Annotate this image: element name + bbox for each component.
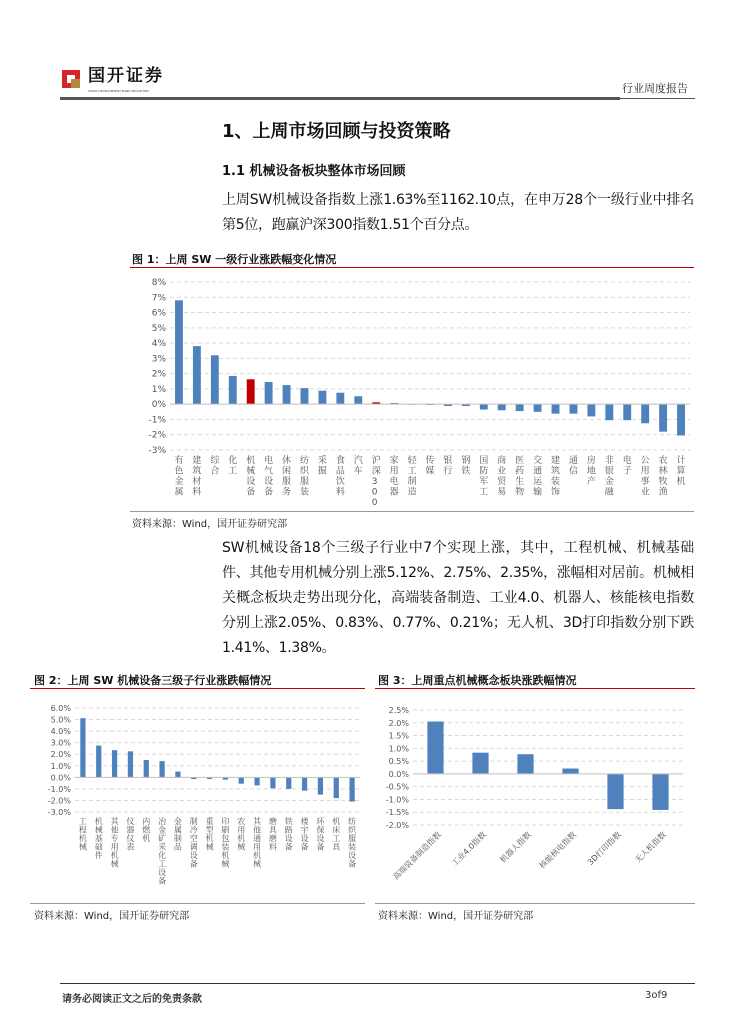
x-tick-label: 国防军工 [479,456,489,498]
x-tick-label: 重型机械 [205,817,214,852]
bar [336,393,344,404]
logo-text: 国开证券 [88,66,164,86]
x-tick-label: 工程机械 [78,817,87,852]
paragraph-1: 上周SW机械设备指数上涨1.63%至1162.10点，在申万28个一级行业中排名第5位，跑赢沪深300指数1.51个百分点。 [222,192,694,233]
bar [552,404,560,413]
y-tick-label: -1.0% [47,784,71,794]
figure-1-rule [130,267,694,268]
figure-3-source: 资料来源：Wind，国开证券研究部 [378,911,534,922]
bar [247,379,255,404]
bar [641,404,649,423]
y-tick-label: 2.0% [388,718,409,728]
bar [229,376,237,404]
y-tick-label: -3% [148,446,166,456]
y-tick-label: 2.0% [50,750,71,760]
x-tick-label: 制冷空调设备 [189,817,198,869]
bar [349,777,354,801]
y-tick-label: 6% [151,308,166,319]
x-tick-label: 传媒 [425,456,435,477]
logo-icon [62,70,80,88]
bar [427,722,443,774]
y-tick-label: -2% [148,430,166,441]
x-tick-label: 轻工制造 [407,456,417,498]
x-tick-label: 金属制品 [173,817,182,852]
y-tick-label: 5.0% [50,715,71,725]
x-tick-label: 磨具磨料 [268,817,277,852]
chart-1 [130,272,694,508]
header-divider [60,97,620,100]
y-tick-label: 1.0% [388,744,409,754]
x-tick-label: 仪器仪表 [126,817,135,852]
bar [270,777,275,788]
header-divider-right [620,98,695,99]
y-tick-label: 0.0% [388,769,409,779]
bar [354,396,362,404]
bar [659,404,667,431]
x-tick-label: 银行 [443,456,453,477]
page-number: 3of9 [645,990,668,1001]
bar [677,404,685,435]
bar [286,777,291,789]
y-tick-label: -1.5% [385,808,409,818]
bar [128,751,133,777]
x-tick-label: 机器人指数 [498,830,533,865]
x-tick-label: 3D打印指数 [585,830,623,867]
x-tick-label: 高端装备制造指数 [391,830,443,882]
x-tick-label: 房地产 [586,456,596,487]
x-tick-label: 农林牧渔 [658,456,668,498]
figure-2-source: 资料来源：Wind，国开证券研究部 [34,911,190,922]
bar [587,404,595,416]
x-tick-label: 核能核电指数 [537,830,578,871]
bar [301,388,309,404]
chart-2 [30,700,365,900]
figure-2-title: 图 2：上周 SW 机械设备三级子行业涨跌幅情况 [34,674,272,687]
x-tick-label: 汽车 [353,456,363,477]
x-tick-label: 电气设备 [264,456,274,498]
y-tick-label: 6.0% [50,704,71,713]
x-tick-label: 楼宇设备 [300,817,309,852]
paragraph-2: SW机械设备18个三级子行业中7个实现上涨，其中，工程机械、机械基础件、其他专用机械分别上涨5.12%、2.75%、2.35%，涨幅相对居前。机械相关概念板块走势出现分化，高端装备制造、工业4.0、机器人、核能核电指数分别上涨2.05%、0.83%、0.77%、0.21%；无人机、3D打印指数分别下跌1.41%、1.38%。 [222,540,694,656]
x-tick-label: 纺织服装设备 [348,817,357,869]
figure-2-source-rule [30,903,365,904]
report-type: 行业周度报告 [622,82,688,95]
section-title: 1、上周市场回顾与投资策略 [222,121,451,142]
bar [334,777,339,798]
bar [623,404,631,420]
x-tick-label: 机械设备 [246,456,256,498]
x-tick-label: 内燃机 [142,817,151,843]
figure-1-source: 资料来源：Wind，国开证券研究部 [132,519,288,530]
x-tick-label: 机床工具 [332,817,341,852]
bar [265,382,273,404]
y-tick-label: 4% [151,339,166,350]
bar [607,774,623,809]
figure-3-rule [375,688,695,689]
y-tick-label: 2.5% [388,706,409,715]
y-tick-label: -2.0% [47,796,71,806]
y-tick-label: 0% [151,400,166,411]
x-tick-label: 其他专用机械 [110,817,119,869]
x-tick-label: 钢铁 [461,456,471,477]
x-tick-label: 机械基础件 [94,817,103,860]
x-tick-label: 环保设备 [316,817,325,852]
figure-1-source-rule [130,511,694,512]
bar [159,761,164,777]
section-subtitle: 1.1 机械设备板块整体市场回顾 [222,164,406,179]
x-tick-label: 其他通用机械 [253,817,262,869]
x-tick-label: 家用电器 [389,456,399,498]
y-tick-label: 1% [151,384,166,395]
x-tick-label: 铁路设备 [284,817,293,852]
bar [283,385,291,404]
bar [562,769,578,774]
bar [318,391,326,404]
x-tick-label: 商业贸易 [497,456,507,498]
bar [516,404,524,411]
bar [211,355,219,404]
figure-2-rule [30,688,365,689]
y-tick-label: 1.0% [50,761,71,771]
y-tick-label: 7% [151,293,166,304]
x-tick-label: 食品饮料 [335,456,345,498]
x-tick-label: 通信 [568,456,578,477]
bar [652,774,668,810]
bar [570,404,578,413]
y-tick-label: -3.0% [47,808,71,817]
footer-divider [60,983,695,984]
y-tick-label: -0.5% [385,782,409,792]
y-tick-label: 5% [151,323,166,334]
y-tick-label: -1% [148,415,166,426]
bar [498,404,506,410]
bar [480,404,488,409]
bar [144,760,149,777]
x-tick-label: 采掘 [317,456,327,477]
figure-3-title: 图 3：上周重点机械概念板块涨跌幅情况 [378,674,577,687]
bar [534,404,542,412]
x-tick-label: 医药生物 [515,456,525,498]
x-tick-label: 工业4.0指数 [449,830,488,869]
bar [239,777,244,783]
y-tick-label: 1.5% [388,731,409,741]
x-tick-label: 化工 [228,456,238,477]
x-tick-label: 计算机 [676,456,686,487]
x-tick-label: 印刷包装机械 [221,817,230,869]
x-tick-label: 冶金矿采化工设备 [158,817,167,886]
bar [96,746,101,778]
footer-disclaimer: 请务必阅读正文之后的免责条款 [62,994,202,1005]
bar [254,777,259,785]
bar [175,772,180,778]
x-tick-label: 非银金融 [604,456,614,498]
x-tick-label: 沪深 3 0 0 [371,456,381,508]
chart-3 [375,700,695,900]
bar [175,300,183,404]
y-tick-label: -2.0% [385,821,409,830]
x-tick-label: 农用机械 [237,817,246,852]
y-tick-label: 8% [151,278,166,288]
bar [193,346,201,404]
x-tick-label: 电子 [622,456,632,477]
x-tick-label: 交通运输 [533,456,543,498]
logo-subtext: CHINA DEVELOPMENT BANK SECURITIES [88,89,149,93]
x-tick-label: 建筑装饰 [551,456,561,498]
x-tick-label: 综合 [210,456,220,477]
y-tick-label: 0.0% [50,773,71,783]
y-tick-label: -1.0% [385,795,409,805]
bar [472,753,488,774]
x-tick-label: 公用事业 [640,456,650,498]
x-tick-label: 建筑材料 [192,456,202,498]
bar [302,777,307,790]
bar [605,404,613,420]
bar [318,777,323,794]
y-tick-label: 4.0% [50,727,71,737]
y-tick-label: 0.5% [388,757,409,767]
figure-1-title: 图 1：上周 SW 一级行业涨跌幅变化情况 [132,253,337,266]
y-tick-label: 2% [151,369,166,380]
bar [112,750,117,777]
x-tick-label: 休闲服务 [282,456,292,498]
x-tick-label: 无人机指数 [633,830,668,865]
x-tick-label: 纺织服装 [299,456,309,498]
y-tick-label: 3.0% [50,738,71,748]
y-tick-label: 3% [151,354,166,365]
bar [80,718,85,777]
figure-3-source-rule [375,903,695,904]
x-tick-label: 有色金属 [174,456,184,498]
bar [517,754,533,774]
